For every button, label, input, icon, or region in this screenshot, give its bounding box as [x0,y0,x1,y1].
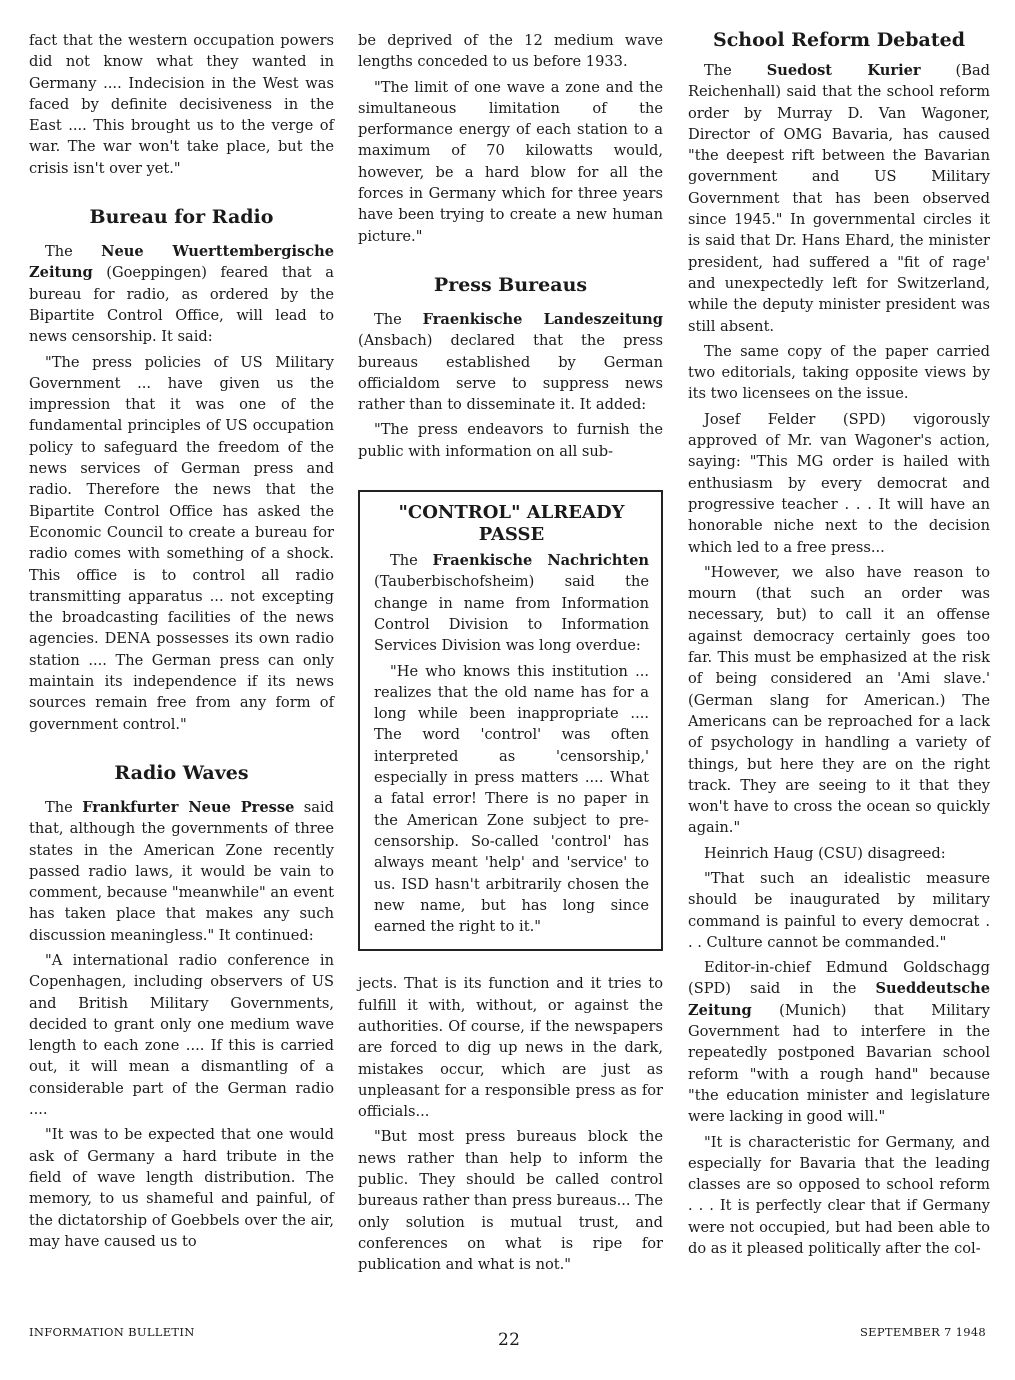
newspaper-name: Fraenkische Nachrichten [432,552,649,570]
text: The [374,310,423,328]
paragraph [688,957,990,1127]
paragraph: "However, we also have reason to mourn (that such an order was necessary, but) to call it an offense against democracy certainly goes too far. This must be emphasized at the risk of being considered an 'Ami slave.' (German slang for American.) The Americans can be reproached for a lack of psychology in handling a variety of things, but here they are on the right track. They are seeing to it that they won't have to cross the ocean so quickly again." [688,563,990,837]
newspaper-name: Sueddeutsche Zeitung [688,980,990,1019]
paragraph: "A international radio conference in Copenhagen, including observers of US and British Military Governments, decided to grant only one medium wave length to each zone .... If this is carried out, it will mean a dismantling of a considerable part of the German radio .... [29,951,334,1119]
paragraph [29,241,334,347]
box-title: "CONTROL" ALREADY PASSE [398,502,625,546]
text: The [45,798,83,816]
footer-publication: INFORMATION BULLETIN [29,1325,195,1339]
paragraph: fact that the western occupation powers did not know what they wanted in Germany .... Indecision in the West was faced by definite decisiveness in the East .... This brought us to the verge of war. The war won't take place, but the crisis isn't over yet." [29,32,334,177]
paragraph: Josef Felder (SPD) vigorously approved of Mr. van Wagoner's action, saying: "This MG order is hailed with enthusiasm by every democrat and progressive teacher . . . It will have an honorable niche next to the decision which led to a free press... [688,410,990,556]
paragraph: "But most press bureaus block the news rather than help to inform the public. They should be called control bureaus rather than press bureaus... The only solution is mutual trust, and conferences on what is ripe for publication and what is not." [358,1128,663,1274]
text: The [704,62,767,79]
sidebar-box [358,490,663,951]
text: Editor-in-chief Edmund Goldschagg (SPD) said in the [688,959,990,998]
paragraph: be deprived of the 12 medium wave lengths conceded to us before 1933. [358,32,663,71]
text: (Ansbach) declared that the press bureaus established by German officialdom serve to suppress news rather than to disseminate it. It added: [358,332,663,414]
paragraph: "The press endeavors to furnish the public with information on all sub- [358,421,663,460]
text: (Tauberbischofsheim) said the change in name from Information Control Division to Information Services Division was long overdue: [374,573,649,655]
newspaper-name: Neue Wuerttembergische Zeitung [29,243,334,282]
text: said that, although the governments of three states in the American Zone recently passed radio laws, it would be vain to comment, because "meanwhile" an event has taken place that makes any such discussion meaningless." It continued: [29,798,334,944]
text: (Bad Reichenhall) said that the school reform order by Murray D. Van Wagoner, Director of OMG Bavaria, has caused "the deepest rift between the Bavarian government and US Military Government that has been observed since 1945." In governmental circles it is said that Dr. Hans Ehard, the minister president, had suffered a "fit of rage' and unexpectedly left for Switzerland, while the deputy minister president was still absent. [688,62,990,335]
column-3 [688,28,990,1263]
paragraph [29,797,334,946]
section-heading-press-bureaus: Press Bureaus [433,273,588,296]
text: The [390,552,433,570]
column-2 [358,30,663,1280]
page-number: 22 [498,1330,521,1350]
paragraph [358,309,663,415]
paragraph: jects. That is its function and it tries to fulfill it with, without, or against the authorities. Of course, if the newspapers are forced to dig up news in the dark, mistakes occur, which are just as unpleasant for a responsible press as for officials... [358,975,663,1121]
text: (Goeppingen) feared that a bureau for radio, as ordered by the Bipartite Control Office, will lead to news censorship. It said: [29,264,334,346]
paragraph: "That such an idealistic measure should be inaugurated by military command is painful to every democrat . . . Culture cannot be commanded." [688,869,990,951]
text: (Munich) that Military Government had to interfere in the repeatedly postponed Bavarian school reform "with a rough hand" because "the education minister and legislature were lacking in good will." [688,1001,990,1126]
paragraph: "He who knows this institution ... realizes that the old name has for a long while been inappropriate .... The word 'control' was often interpreted as 'censorship,' especially in press matters .... What a fatal error! There is no paper in the American Zone subject to pre-censorship. So-called 'control' has always meant 'help' and 'service' to us. ISD hasn't arbitrarily chosen the new name, but has long since earned the right to it." [374,662,649,936]
column-1 [29,30,334,1256]
section-heading-school-reform: School Reform Debated [712,29,966,51]
paragraph: "The press policies of US Military Government ... have given us the impression that it was one of the fundamental principles of US occupation policy to safeguard the freedom of the news services of German press and radio. Therefore the news that the Bipartite Control Office has asked the Economic Council to create a bureau for radio comes with something of a shock. This office is to control all radio transmitting apparatus ... not excepting the broadcasting facilities of the news agencies. DENA possesses its own radio station .... The German press can only maintain its independence if its news sources remain free from any form of government control." [29,353,334,733]
paragraph: "It is characteristic for Germany, and especially for Bavaria that the leading classes are so opposed to school reform . . . It is perfectly clear that if Germany were not occupied, but had been able to do as it pleased politically after the col- [688,1133,990,1258]
paragraph: "The limit of one wave a zone and the simultaneous limitation of the performance energy of each station to a maximum of 70 kilowatts would, however, be a hard blow for all the forces in Germany which for three years have been trying to create a new human picture." [358,78,663,245]
newspaper-name: Fraenkische Landeszeitung [422,310,663,328]
newspaper-name: Suedost Kurier [766,62,921,79]
paragraph [374,550,649,656]
paragraph [688,60,990,337]
footer-date: SEPTEMBER 7 1948 [860,1325,987,1339]
section-heading-bureau-for-radio: Bureau for Radio [89,206,274,229]
text: The [45,243,102,261]
paragraph: "It was to be expected that one would ask of Germany a hard tribute in the field of wave length distribution. The memory, to us shameful and painful, of the dictatorship of Goebbels over the air, may have caused us to [29,1126,334,1250]
section-heading-radio-waves: Radio Waves [114,761,249,784]
paragraph: Heinrich Haug (CSU) disagreed: [704,844,946,862]
newspaper-name: Frankfurter Neue Presse [82,798,295,816]
paragraph: The same copy of the paper carried two editorials, taking opposite views by its two licensees on the issue. [688,342,990,403]
